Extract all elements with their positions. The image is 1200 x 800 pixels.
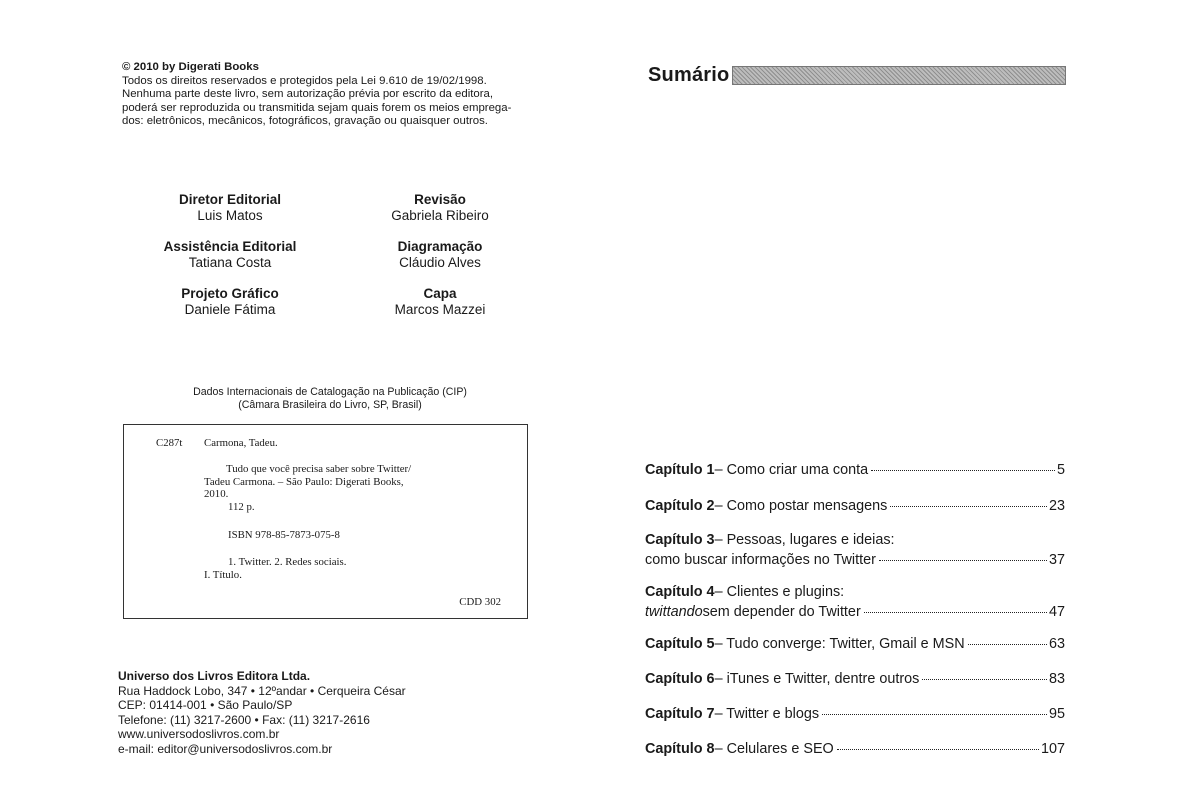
credit-cover bbox=[330, 286, 550, 333]
toc-chapter: Capítulo 7 bbox=[645, 706, 715, 722]
toc-line bbox=[645, 602, 1065, 622]
credit-role: Revisão bbox=[414, 192, 466, 207]
toc-page: 23 bbox=[1048, 498, 1065, 514]
toc-line bbox=[645, 550, 1065, 570]
cip-description bbox=[204, 463, 454, 501]
credits-block bbox=[130, 192, 550, 333]
toc-leader bbox=[837, 749, 1039, 750]
publisher-info bbox=[118, 669, 406, 757]
publisher-name: Universo dos Livros Editora Ltda. bbox=[118, 669, 311, 683]
cip-author: Carmona, Tadeu. bbox=[204, 437, 278, 449]
toc-line bbox=[645, 669, 1065, 689]
toc-chapter: Capítulo 5 bbox=[645, 636, 715, 652]
credit-row bbox=[130, 192, 550, 239]
credit-role: Capa bbox=[423, 286, 457, 301]
cip-heading-line: Dados Internacionais de Catalogação na Publicação (CIP) bbox=[193, 386, 467, 398]
toc-leader bbox=[864, 612, 1047, 613]
credit-person: Luis Matos bbox=[197, 208, 263, 223]
copyright-line: dos: eletrônicos, mecânicos, fotográficos, gravação ou quaisquer outros. bbox=[122, 115, 488, 128]
credit-role: Diagramação bbox=[397, 239, 483, 254]
credit-person: Gabriela Ribeiro bbox=[391, 208, 489, 223]
credit-layout bbox=[330, 239, 550, 286]
toc-entry bbox=[645, 739, 1065, 759]
toc-title-emphasis: twittando bbox=[645, 604, 703, 620]
toc-title-continued: como buscar informações no Twitter bbox=[645, 552, 876, 568]
credit-row bbox=[130, 239, 550, 286]
publisher-address: Rua Haddock Lobo, 347 • 12ºandar • Cerqueira César bbox=[118, 683, 406, 698]
cip-record-box bbox=[123, 424, 528, 619]
toc-line bbox=[645, 704, 1065, 724]
cip-cdd: CDD 302 bbox=[459, 596, 501, 608]
toc-entry bbox=[645, 634, 1065, 654]
copyright-notice bbox=[122, 61, 562, 129]
publisher-website: www.universodoslivros.com.br bbox=[118, 727, 280, 742]
toc-line bbox=[645, 460, 1065, 480]
copyright-line: Todos os direitos reservados e protegidos pela Lei 9.610 de 19/02/1998. bbox=[122, 74, 487, 87]
toc-title: – iTunes e Twitter, dentre outros bbox=[714, 671, 920, 687]
cip-pages: 112 p. bbox=[228, 501, 255, 513]
toc-line bbox=[645, 634, 1065, 654]
copyright-line: poderá ser reproduzida ou transmitida sejam quais forem os meios emprega- bbox=[122, 101, 512, 114]
toc-title: – Twitter e blogs bbox=[714, 706, 820, 722]
cip-subject-line: I. Título. bbox=[204, 568, 242, 581]
toc-entry bbox=[645, 704, 1065, 724]
toc-chapter: Capítulo 3 bbox=[645, 532, 715, 548]
credit-graphic-project bbox=[130, 286, 330, 333]
credit-role: Diretor Editorial bbox=[178, 192, 281, 207]
title-decorative-bar bbox=[732, 66, 1066, 85]
toc-page: 83 bbox=[1048, 671, 1065, 687]
publisher-phone: Telefone: (11) 3217-2600 • Fax: (11) 3217-2616 bbox=[118, 712, 370, 727]
toc-leader bbox=[879, 560, 1047, 561]
credit-assistant bbox=[130, 239, 330, 286]
toc-leader bbox=[968, 644, 1047, 645]
toc-page: 107 bbox=[1040, 741, 1065, 757]
right-page bbox=[600, 0, 1200, 800]
credit-person: Marcos Mazzei bbox=[394, 302, 486, 317]
cip-isbn: ISBN 978-85-7873-075-8 bbox=[228, 529, 340, 541]
toc-leader bbox=[922, 679, 1047, 680]
publisher-email: e-mail: editor@universodoslivros.com.br bbox=[118, 741, 333, 756]
credit-review bbox=[330, 192, 550, 239]
toc-page: 63 bbox=[1048, 636, 1065, 652]
toc-title: – Celulares e SEO bbox=[714, 741, 834, 757]
toc-leader bbox=[822, 714, 1047, 715]
cip-heading-line: (Câmara Brasileira do Livro, SP, Brasil) bbox=[238, 399, 422, 411]
cip-subject-line: 1. Twitter. 2. Redes sociais. bbox=[228, 556, 347, 568]
toc-leader bbox=[871, 470, 1055, 471]
page-title: Sumário bbox=[648, 64, 730, 86]
credit-director bbox=[130, 192, 330, 239]
toc-entry bbox=[645, 530, 1065, 570]
toc-chapter: Capítulo 4 bbox=[645, 584, 715, 600]
toc-line bbox=[645, 739, 1065, 759]
credit-person: Tatiana Costa bbox=[188, 255, 272, 270]
cip-description-line: Tadeu Carmona. – São Paulo: Digerati Books, bbox=[204, 475, 404, 488]
toc-page: 37 bbox=[1048, 552, 1065, 568]
toc-title: – Como postar mensagens bbox=[714, 498, 888, 514]
toc-title: – Tudo converge: Twitter, Gmail e MSN bbox=[714, 636, 965, 652]
toc-chapter: Capítulo 6 bbox=[645, 671, 715, 687]
cip-heading bbox=[160, 386, 500, 412]
cip-description-line: Tudo que você precisa saber sobre Twitter/ bbox=[226, 463, 412, 475]
toc-page: 95 bbox=[1048, 706, 1065, 722]
cip-code: C287t bbox=[156, 437, 183, 449]
cip-description-line: 2010. bbox=[204, 488, 229, 500]
toc-entry bbox=[645, 582, 1065, 622]
publisher-zip: CEP: 01414-001 • São Paulo/SP bbox=[118, 698, 293, 713]
cip-subjects bbox=[204, 556, 454, 581]
credit-person: Cláudio Alves bbox=[399, 255, 481, 270]
copyright-owner: © 2010 by Digerati Books bbox=[122, 61, 259, 73]
toc-line bbox=[645, 530, 1065, 550]
credit-role: Assistência Editorial bbox=[163, 239, 297, 254]
toc-entry bbox=[645, 460, 1065, 480]
toc-title: – Como criar uma conta bbox=[714, 462, 869, 478]
toc-chapter: Capítulo 1 bbox=[645, 462, 715, 478]
toc-entry bbox=[645, 669, 1065, 689]
toc-title: – Clientes e plugins: bbox=[714, 584, 845, 600]
toc-line bbox=[645, 582, 1065, 602]
credit-person: Daniele Fátima bbox=[184, 302, 276, 317]
toc-chapter: Capítulo 8 bbox=[645, 741, 715, 757]
copyright-line: Nenhuma parte deste livro, sem autorização prévia por escrito da editora, bbox=[122, 88, 494, 101]
toc-page: 47 bbox=[1048, 604, 1065, 620]
toc-chapter: Capítulo 2 bbox=[645, 498, 715, 514]
credit-role: Projeto Gráfico bbox=[181, 286, 279, 301]
toc-line bbox=[645, 496, 1065, 516]
credit-row bbox=[130, 286, 550, 333]
toc-entry bbox=[645, 496, 1065, 516]
toc-leader bbox=[890, 506, 1047, 507]
toc-page: 5 bbox=[1056, 462, 1065, 478]
toc-title: – Pessoas, lugares e ideias: bbox=[714, 532, 895, 548]
toc-title-continued: sem depender do Twitter bbox=[702, 604, 861, 620]
